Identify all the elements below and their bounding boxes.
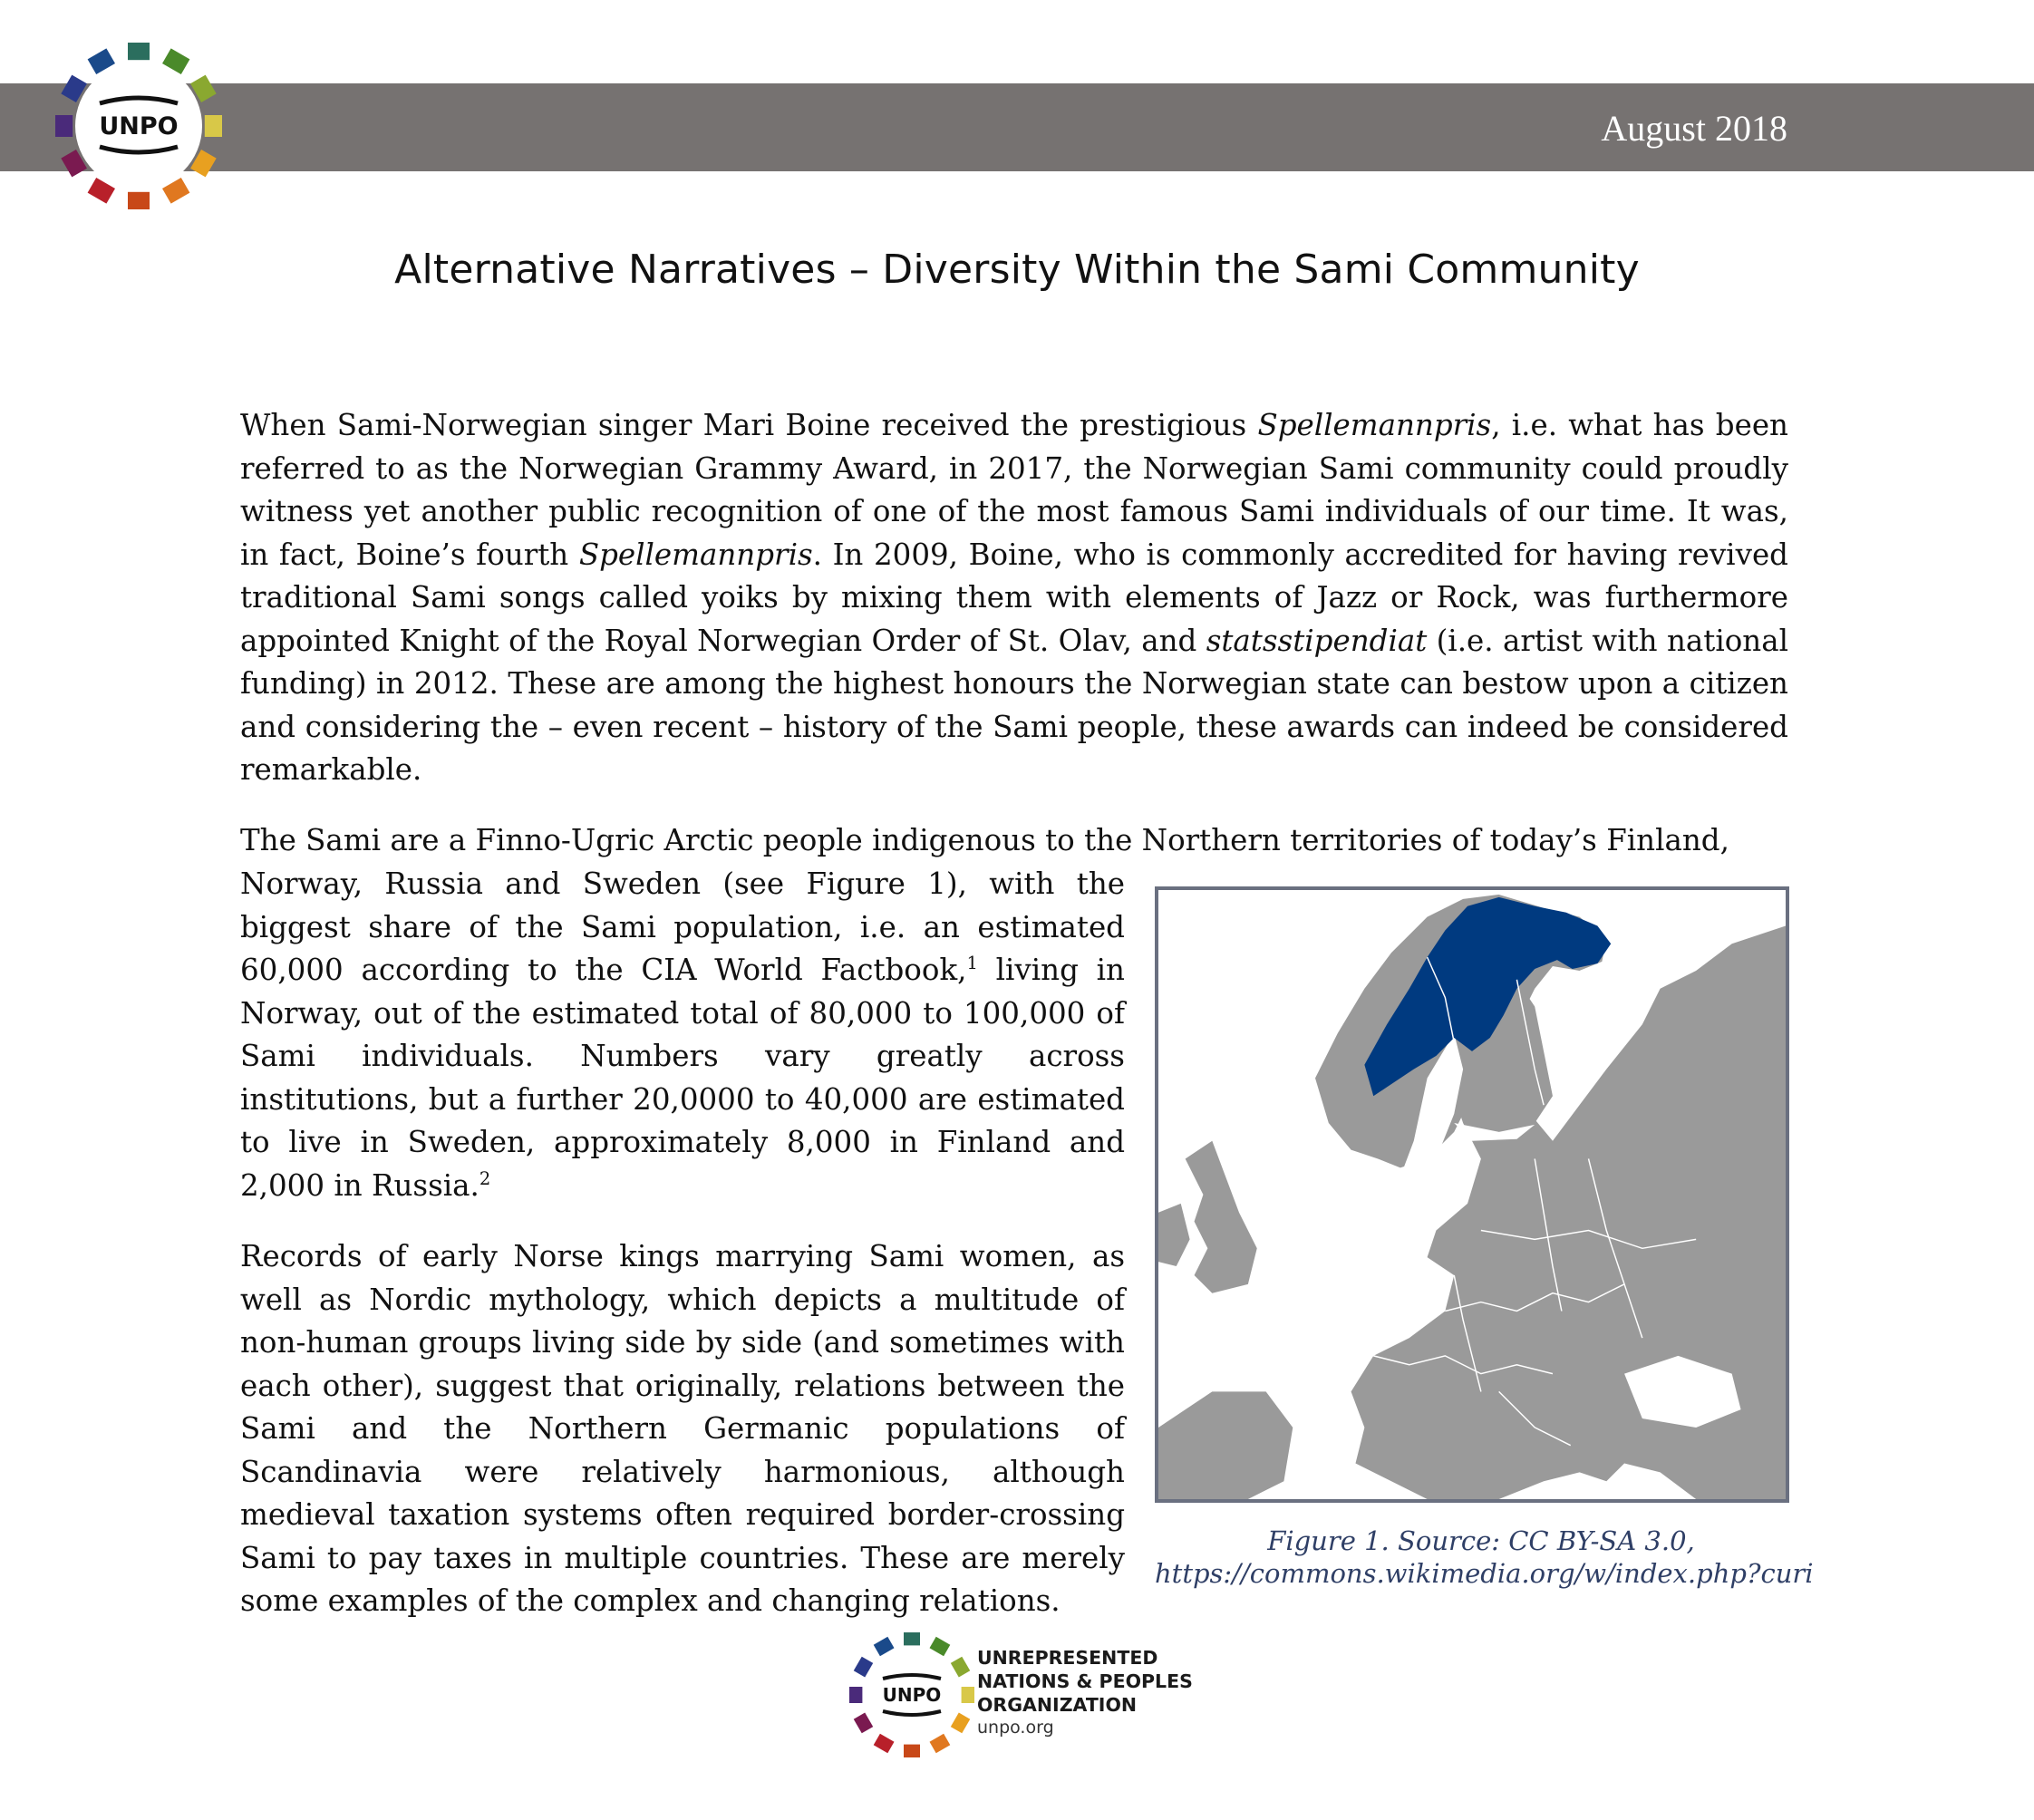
org-name: UNREPRESENTED NATIONS & PEOPLES ORGANIZATION — [977, 1647, 1193, 1716]
footer-logo-text: UNPO — [882, 1684, 942, 1706]
header-date: August 2018 — [1601, 108, 1787, 149]
logo-ring-segment — [849, 1687, 862, 1703]
figure-caption-link[interactable]: https://commons.wikimedia.org/w/index.php?curi — [1155, 1558, 1814, 1589]
paragraph-2: Norway, Russia and Sweden (see Figure 1), with the biggest share of the Sami population, i.e. an estimated 60,000 according to the CIA World Factbook,$^1$ living in Norway, out of the estimated total of 80,000 to 100,000 of Sami individuals. Numbers vary greatly across institutions, but a further 20,0000 to 40,000 are estimated to live in Sweden, approximately 8,000 in Finland and 2,000 in Russia.$^2$ — [240, 866, 1125, 1203]
page-title: Alternative Narratives – Diversity Within the Sami Community — [394, 247, 1640, 293]
logo-text: UNPO — [99, 112, 179, 140]
logo-ring-segment — [962, 1687, 974, 1703]
figure-caption-line1: Figure 1. Source: CC BY-SA 3.0, — [1267, 1525, 1695, 1556]
europe-map-image — [1158, 890, 1786, 1499]
paragraph-1: When Sami-Norwegian singer Mari Boine received the prestigious Spellemannpris, i.e. what has been referred to as the Norwegian Grammy Award, in 2017, the Norwegian Sami community could proudly witness yet another public recognition of one of the most famous Sami individuals of our time. It was, in fact, Boine’s fourth Spellemannpris. In 2009, Boine, who is commonly accredited for having revived traditional Sami songs called yoiks by mixing them with elements of Jazz or Rock, was furthermore appointed Knight of the Royal Norwegian Order of St. Olav, and statsstipendiat (i.e. artist with national funding) in 2012. These are among the highest honours the Norwegian state can bestow upon a citizen and considering the – even recent – history of the Sami people, these awards can indeed be considered remarkable. — [240, 408, 1788, 787]
logo-ring-segment — [904, 1745, 920, 1757]
logo-ring-segment — [904, 1632, 920, 1645]
paragraph-2-first-line: The Sami are a Finno-Ugric Arctic people indigenous to the Northern territories of today’s Finland, — [240, 823, 1729, 857]
figure-caption — [1155, 1525, 1814, 1590]
org-url-link[interactable]: unpo.org — [977, 1718, 1054, 1738]
footnote-ref-1[interactable]: 1 — [966, 953, 978, 974]
figure-map — [1155, 886, 1789, 1503]
paragraph-3: Records of early Norse kings marrying Sami women, as well as Nordic mythology, which depicts a multitude of non-human groups living side by side (and sometimes with each other), suggest that originally, relations between the Sami and the Northern Germanic populations of Scandinavia were relatively harmonious, although medieval taxation systems often required border-crossing Sami to pay taxes in multiple countries. These are merely some examples of the complex and changing relations. — [240, 1239, 1125, 1618]
unpo-footer-logo-icon — [839, 1631, 984, 1758]
footnote-ref-2[interactable]: 2 — [479, 1167, 491, 1189]
